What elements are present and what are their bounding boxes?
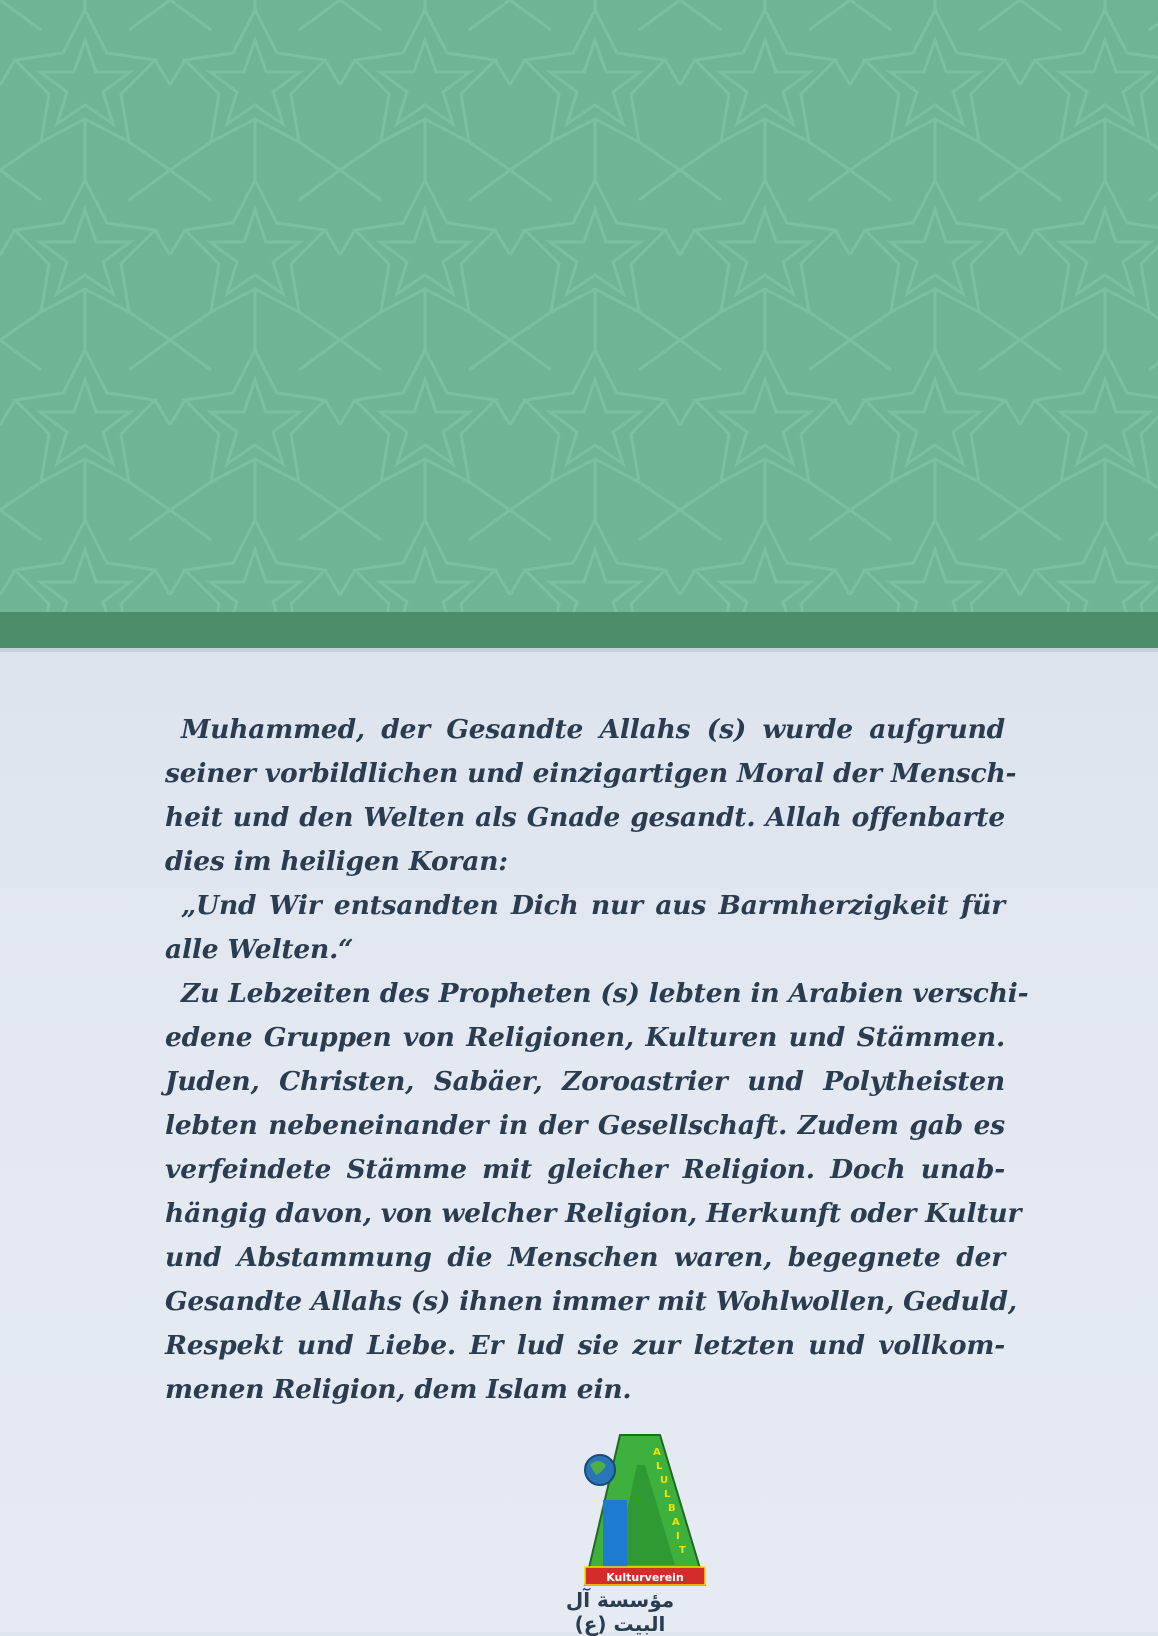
- geometric-pattern: [0, 0, 1158, 612]
- text-line: Juden, Christen, Sabäer, Zoroastrier und Polytheisten: [165, 1066, 1005, 1097]
- text-line: lebten nebeneinander in der Gesellschaft. Zudem gab es: [165, 1110, 1005, 1141]
- divider-band: [0, 612, 1158, 648]
- logo-arabic-caption: مؤسسة آل البيت (ع): [565, 1588, 675, 1636]
- text-line: verfeindete Stämme mit gleicher Religion. Doch unab-: [165, 1154, 1005, 1185]
- text-line: Gesandte Allahs (s) ihnen immer mit Wohlwollen, Geduld,: [165, 1286, 1017, 1317]
- text-line: und Abstammung die Menschen waren, begegnete der: [165, 1242, 1005, 1273]
- svg-text:L: L: [664, 1489, 671, 1500]
- text-line: heit und den Welten als Gnade gesandt. Allah offenbarte: [165, 802, 1005, 833]
- cover-top-panel: [0, 0, 1158, 612]
- text-line: seiner vorbildlichen und einzigartigen Moral der Mensch-: [165, 758, 1017, 789]
- text-line: dies im heiligen Koran:: [165, 846, 508, 877]
- text-line: Muhammed, der Gesandte Allahs (s) wurde aufgrund: [181, 714, 1005, 745]
- svg-text:I: I: [676, 1531, 680, 1542]
- svg-text:A: A: [653, 1447, 661, 1458]
- logo-banner-text: Kulturverein: [606, 1571, 684, 1584]
- text-line: hängig davon, von welcher Religion, Herkunft oder Kultur: [165, 1198, 1022, 1229]
- paragraph-intro: [165, 708, 1017, 884]
- text-line: menen Religion, dem Islam ein.: [165, 1374, 632, 1405]
- blurb-text: [165, 708, 1029, 1412]
- svg-text:U: U: [660, 1475, 669, 1486]
- quran-quote: [165, 884, 1005, 972]
- paragraph-main: [165, 972, 1029, 1412]
- text-line: alle Welten.“: [165, 934, 354, 965]
- svg-text:L: L: [656, 1461, 663, 1472]
- text-line: Respekt und Liebe. Er lud sie zur letzten und vollkom-: [165, 1330, 1005, 1361]
- text-line: Zu Lebzeiten des Propheten (s) lebten in Arabien verschi-: [181, 978, 1029, 1009]
- svg-text:A: A: [672, 1517, 680, 1528]
- text-line: „Und Wir entsandten Dich nur aus Barmherzigkeit für: [181, 890, 1005, 921]
- text-line: edene Gruppen von Religionen, Kulturen und Stämmen.: [165, 1022, 1005, 1053]
- svg-text:T: T: [679, 1545, 686, 1556]
- logo-i-stem: [603, 1500, 627, 1570]
- publisher-logo: [575, 1425, 725, 1615]
- svg-text:B: B: [668, 1503, 676, 1514]
